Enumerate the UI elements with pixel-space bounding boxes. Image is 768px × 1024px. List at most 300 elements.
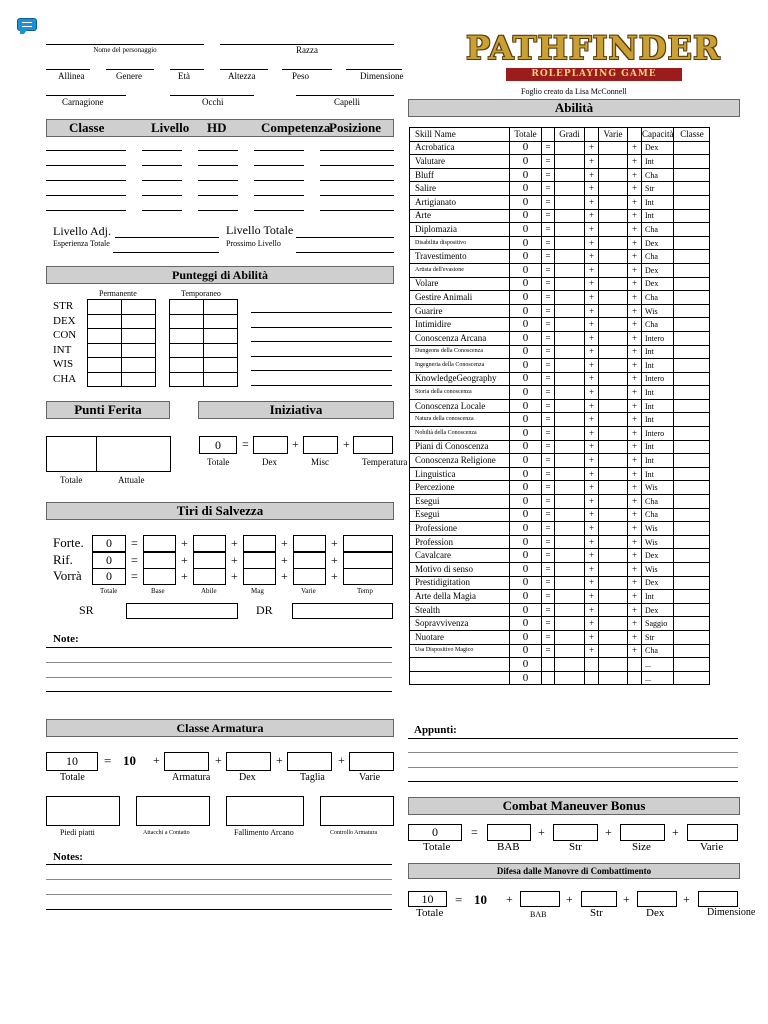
save-field[interactable] <box>293 535 326 552</box>
skill-row[interactable] <box>410 209 710 223</box>
skill-total[interactable]: 0 <box>510 209 542 223</box>
skill-class[interactable] <box>674 223 710 237</box>
cmd-dex[interactable] <box>637 891 677 907</box>
ability-note-line[interactable] <box>251 356 392 357</box>
skill-row[interactable] <box>410 590 710 604</box>
skill-row[interactable] <box>410 141 710 155</box>
skill-total[interactable]: 0 <box>510 236 542 250</box>
skill-ranks[interactable] <box>555 236 585 250</box>
skill-row[interactable] <box>410 263 710 277</box>
skill-total[interactable]: 0 <box>510 495 542 509</box>
skill-row[interactable] <box>410 495 710 509</box>
skill-misc[interactable] <box>599 495 628 509</box>
skill-ranks[interactable] <box>555 209 585 223</box>
skill-row[interactable] <box>410 304 710 318</box>
skill-class[interactable] <box>674 168 710 182</box>
skill-class[interactable] <box>674 236 710 250</box>
skill-class[interactable] <box>674 399 710 413</box>
skill-misc[interactable] <box>599 318 628 332</box>
skill-misc[interactable] <box>599 454 628 468</box>
skill-misc[interactable] <box>599 522 628 536</box>
skill-row[interactable] <box>410 195 710 209</box>
skill-misc[interactable] <box>599 644 628 658</box>
ability-score-box[interactable] <box>203 357 238 373</box>
skill-class[interactable] <box>674 413 710 427</box>
ability-score-box[interactable] <box>87 299 122 315</box>
save-field[interactable] <box>143 535 176 552</box>
ac-dex-box[interactable] <box>226 752 271 771</box>
skill-misc[interactable] <box>599 168 628 182</box>
class-field-line[interactable] <box>254 180 304 181</box>
skill-total[interactable]: 0 <box>510 263 542 277</box>
skill-class[interactable] <box>674 372 710 386</box>
ability-note-line[interactable] <box>251 327 392 328</box>
skill-misc[interactable] <box>599 291 628 305</box>
ability-note-line[interactable] <box>251 370 392 371</box>
skill-misc[interactable] <box>599 617 628 631</box>
skill-total[interactable]: 0 <box>510 481 542 495</box>
skill-class[interactable] <box>674 318 710 332</box>
skill-ranks[interactable] <box>555 399 585 413</box>
save-field[interactable] <box>243 568 276 585</box>
skill-ranks[interactable] <box>555 195 585 209</box>
skill-class[interactable] <box>674 522 710 536</box>
skill-ranks[interactable] <box>555 413 585 427</box>
skill-row[interactable] <box>410 427 710 441</box>
save-total[interactable]: 0 <box>92 535 126 552</box>
skill-row[interactable] <box>410 481 710 495</box>
skill-class[interactable] <box>674 495 710 509</box>
skill-misc[interactable] <box>599 372 628 386</box>
skill-ranks[interactable] <box>555 671 585 685</box>
class-field-line[interactable] <box>254 150 304 151</box>
dr-box[interactable] <box>292 603 393 619</box>
cmb-total[interactable]: 0 <box>408 824 462 841</box>
skill-total[interactable]: 0 <box>510 331 542 345</box>
ability-note-line[interactable] <box>251 312 392 313</box>
skill-class[interactable] <box>674 671 710 685</box>
comment-icon[interactable] <box>17 18 37 34</box>
class-field-line[interactable] <box>198 210 238 211</box>
ability-score-box[interactable] <box>121 343 156 359</box>
skill-class[interactable] <box>674 304 710 318</box>
skill-misc[interactable] <box>599 427 628 441</box>
skill-ranks[interactable] <box>555 359 585 373</box>
skill-row[interactable] <box>410 223 710 237</box>
skill-total[interactable]: 0 <box>510 223 542 237</box>
skill-class[interactable] <box>674 141 710 155</box>
ability-score-box[interactable] <box>203 343 238 359</box>
save-field[interactable] <box>143 568 176 585</box>
ability-score-box[interactable] <box>87 357 122 373</box>
cmd-size[interactable] <box>698 891 738 907</box>
skill-row[interactable] <box>410 454 710 468</box>
class-field-line[interactable] <box>254 195 304 196</box>
ability-score-box[interactable] <box>121 372 156 388</box>
class-field-line[interactable] <box>46 180 126 181</box>
skill-row[interactable] <box>410 617 710 631</box>
skill-misc[interactable] <box>599 386 628 400</box>
skill-ranks[interactable] <box>555 250 585 264</box>
skill-class[interactable] <box>674 250 710 264</box>
class-field-line[interactable] <box>46 165 126 166</box>
initiative-misc[interactable] <box>303 436 338 454</box>
skill-total[interactable]: 0 <box>510 590 542 604</box>
initiative-dex[interactable] <box>253 436 288 454</box>
skill-ranks[interactable] <box>555 495 585 509</box>
skill-row[interactable] <box>410 250 710 264</box>
skill-class[interactable] <box>674 454 710 468</box>
skill-row[interactable] <box>410 576 710 590</box>
skill-total[interactable]: 0 <box>510 644 542 658</box>
skill-row[interactable] <box>410 440 710 454</box>
skill-total[interactable]: 0 <box>510 440 542 454</box>
skill-total[interactable]: 0 <box>510 576 542 590</box>
skill-ranks[interactable] <box>555 522 585 536</box>
save-field[interactable] <box>243 535 276 552</box>
skill-class[interactable] <box>674 182 710 196</box>
skill-ranks[interactable] <box>555 291 585 305</box>
skill-total[interactable]: 0 <box>510 141 542 155</box>
skill-row[interactable] <box>410 522 710 536</box>
skill-misc[interactable] <box>599 399 628 413</box>
save-field[interactable] <box>243 552 276 569</box>
skill-ranks[interactable] <box>555 576 585 590</box>
skill-ranks[interactable] <box>555 223 585 237</box>
skill-misc[interactable] <box>599 658 628 672</box>
skill-row[interactable] <box>410 182 710 196</box>
skill-ranks[interactable] <box>555 590 585 604</box>
skill-total[interactable]: 0 <box>510 304 542 318</box>
skill-misc[interactable] <box>599 603 628 617</box>
ac-size-box[interactable] <box>287 752 332 771</box>
skill-row[interactable] <box>410 630 710 644</box>
skill-total[interactable]: 0 <box>510 359 542 373</box>
skill-class[interactable] <box>674 535 710 549</box>
skill-total[interactable]: 0 <box>510 345 542 359</box>
save-field[interactable] <box>193 552 226 569</box>
skill-class[interactable] <box>674 563 710 577</box>
skill-ranks[interactable] <box>555 549 585 563</box>
skill-misc[interactable] <box>599 508 628 522</box>
skill-ranks[interactable] <box>555 331 585 345</box>
class-field-line[interactable] <box>46 195 126 196</box>
skill-ranks[interactable] <box>555 563 585 577</box>
skill-misc[interactable] <box>599 141 628 155</box>
skill-ranks[interactable] <box>555 440 585 454</box>
skill-row[interactable] <box>410 277 710 291</box>
skill-ranks[interactable] <box>555 427 585 441</box>
skill-class[interactable] <box>674 658 710 672</box>
ability-score-box[interactable] <box>121 357 156 373</box>
skill-class[interactable] <box>674 549 710 563</box>
skill-class[interactable] <box>674 386 710 400</box>
class-field-line[interactable] <box>320 195 394 196</box>
skill-misc[interactable] <box>599 195 628 209</box>
skill-ranks[interactable] <box>555 277 585 291</box>
skill-row[interactable] <box>410 359 710 373</box>
ac-total-box[interactable]: 10 <box>46 752 98 771</box>
skill-misc[interactable] <box>599 304 628 318</box>
initiative-temp[interactable] <box>353 436 393 454</box>
skill-total[interactable]: 0 <box>510 318 542 332</box>
skill-class[interactable] <box>674 617 710 631</box>
class-field-line[interactable] <box>46 210 126 211</box>
skill-class[interactable] <box>674 359 710 373</box>
save-field[interactable] <box>193 535 226 552</box>
initiative-total[interactable]: 0 <box>199 436 237 454</box>
skill-row[interactable] <box>410 603 710 617</box>
ability-score-box[interactable] <box>121 314 156 330</box>
ability-score-box[interactable] <box>87 343 122 359</box>
skill-ranks[interactable] <box>555 481 585 495</box>
skill-total[interactable]: 0 <box>510 195 542 209</box>
hp-current-box[interactable] <box>96 436 171 472</box>
skill-total[interactable]: 0 <box>510 658 542 672</box>
skill-class[interactable] <box>674 576 710 590</box>
ability-score-box[interactable] <box>87 328 122 344</box>
cmb-bab[interactable] <box>487 824 531 841</box>
skill-misc[interactable] <box>599 671 628 685</box>
cmb-size[interactable] <box>620 824 665 841</box>
ability-score-box[interactable] <box>121 328 156 344</box>
skill-class[interactable] <box>674 331 710 345</box>
skill-misc[interactable] <box>599 223 628 237</box>
save-field[interactable] <box>143 552 176 569</box>
skill-misc[interactable] <box>599 590 628 604</box>
ability-score-box[interactable] <box>169 372 204 388</box>
class-field-line[interactable] <box>198 195 238 196</box>
skill-ranks[interactable] <box>555 155 585 169</box>
skill-misc[interactable] <box>599 345 628 359</box>
ac-misc-box[interactable] <box>349 752 394 771</box>
save-total[interactable]: 0 <box>92 552 126 569</box>
skill-total[interactable]: 0 <box>510 630 542 644</box>
skill-total[interactable]: 0 <box>510 549 542 563</box>
cmd-str[interactable] <box>581 891 617 907</box>
skill-total[interactable]: 0 <box>510 522 542 536</box>
cmd-bab[interactable] <box>520 891 560 907</box>
touch-box[interactable] <box>136 796 210 826</box>
skill-ranks[interactable] <box>555 318 585 332</box>
skill-misc[interactable] <box>599 535 628 549</box>
ability-score-box[interactable] <box>169 343 204 359</box>
skill-class[interactable] <box>674 590 710 604</box>
skill-class[interactable] <box>674 644 710 658</box>
skill-misc[interactable] <box>599 467 628 481</box>
hp-total-box[interactable] <box>46 436 97 472</box>
skill-ranks[interactable] <box>555 658 585 672</box>
cmb-misc[interactable] <box>687 824 738 841</box>
skill-total[interactable]: 0 <box>510 291 542 305</box>
ability-score-box[interactable] <box>203 372 238 388</box>
skill-row[interactable] <box>410 549 710 563</box>
class-field-line[interactable] <box>198 150 238 151</box>
ability-score-box[interactable] <box>169 299 204 315</box>
ability-score-box[interactable] <box>121 299 156 315</box>
skill-total[interactable]: 0 <box>510 603 542 617</box>
skill-total[interactable]: 0 <box>510 372 542 386</box>
skill-misc[interactable] <box>599 481 628 495</box>
class-field-line[interactable] <box>46 150 126 151</box>
skill-ranks[interactable] <box>555 603 585 617</box>
skill-ranks[interactable] <box>555 630 585 644</box>
class-field-line[interactable] <box>142 165 182 166</box>
skill-misc[interactable] <box>599 549 628 563</box>
skill-misc[interactable] <box>599 263 628 277</box>
skill-ranks[interactable] <box>555 386 585 400</box>
skill-class[interactable] <box>674 209 710 223</box>
skill-row[interactable] <box>410 644 710 658</box>
skill-ranks[interactable] <box>555 508 585 522</box>
skill-total[interactable]: 0 <box>510 277 542 291</box>
ability-score-box[interactable] <box>203 328 238 344</box>
ability-score-box[interactable] <box>87 372 122 388</box>
skill-class[interactable] <box>674 195 710 209</box>
flat-footed-box[interactable] <box>46 796 120 826</box>
skill-class[interactable] <box>674 345 710 359</box>
skill-total[interactable]: 0 <box>510 250 542 264</box>
skill-ranks[interactable] <box>555 304 585 318</box>
skill-row[interactable] <box>410 345 710 359</box>
skill-ranks[interactable] <box>555 168 585 182</box>
class-field-line[interactable] <box>254 165 304 166</box>
class-field-line[interactable] <box>320 150 394 151</box>
skill-row[interactable] <box>410 658 710 672</box>
skill-ranks[interactable] <box>555 617 585 631</box>
class-field-line[interactable] <box>254 210 304 211</box>
save-field[interactable] <box>343 535 393 552</box>
skill-ranks[interactable] <box>555 454 585 468</box>
skill-total[interactable]: 0 <box>510 168 542 182</box>
skill-total[interactable]: 0 <box>510 454 542 468</box>
class-field-line[interactable] <box>320 180 394 181</box>
skill-row[interactable] <box>410 399 710 413</box>
skill-total[interactable]: 0 <box>510 563 542 577</box>
class-field-line[interactable] <box>198 180 238 181</box>
skill-row[interactable] <box>410 563 710 577</box>
skill-row[interactable] <box>410 386 710 400</box>
armor-check-box[interactable] <box>320 796 394 826</box>
cmd-total[interactable]: 10 <box>408 891 447 907</box>
skill-total[interactable]: 0 <box>510 386 542 400</box>
skill-misc[interactable] <box>599 182 628 196</box>
skill-class[interactable] <box>674 467 710 481</box>
skill-misc[interactable] <box>599 630 628 644</box>
save-field[interactable] <box>193 568 226 585</box>
ability-score-box[interactable] <box>203 314 238 330</box>
skill-misc[interactable] <box>599 413 628 427</box>
skill-class[interactable] <box>674 508 710 522</box>
skill-row[interactable] <box>410 467 710 481</box>
skill-ranks[interactable] <box>555 141 585 155</box>
skill-row[interactable] <box>410 291 710 305</box>
skill-ranks[interactable] <box>555 345 585 359</box>
ability-score-box[interactable] <box>169 357 204 373</box>
class-field-line[interactable] <box>142 180 182 181</box>
skill-class[interactable] <box>674 263 710 277</box>
sr-box[interactable] <box>126 603 238 619</box>
skill-misc[interactable] <box>599 250 628 264</box>
skill-class[interactable] <box>674 277 710 291</box>
skill-total[interactable]: 0 <box>510 535 542 549</box>
skill-misc[interactable] <box>599 563 628 577</box>
save-field[interactable] <box>343 568 393 585</box>
skill-total[interactable]: 0 <box>510 467 542 481</box>
ability-score-box[interactable] <box>203 299 238 315</box>
class-field-line[interactable] <box>320 210 394 211</box>
skill-total[interactable]: 0 <box>510 508 542 522</box>
skill-class[interactable] <box>674 291 710 305</box>
skill-row[interactable] <box>410 413 710 427</box>
skill-misc[interactable] <box>599 155 628 169</box>
skill-total[interactable]: 0 <box>510 617 542 631</box>
class-field-line[interactable] <box>320 165 394 166</box>
class-field-line[interactable] <box>142 210 182 211</box>
skill-total[interactable]: 0 <box>510 182 542 196</box>
skill-row[interactable] <box>410 236 710 250</box>
skill-row[interactable] <box>410 168 710 182</box>
skill-row[interactable] <box>410 155 710 169</box>
skill-total[interactable]: 0 <box>510 413 542 427</box>
skill-ranks[interactable] <box>555 372 585 386</box>
skill-misc[interactable] <box>599 277 628 291</box>
class-field-line[interactable] <box>198 165 238 166</box>
skill-class[interactable] <box>674 427 710 441</box>
skill-ranks[interactable] <box>555 467 585 481</box>
save-field[interactable] <box>293 568 326 585</box>
skill-row[interactable] <box>410 508 710 522</box>
skill-class[interactable] <box>674 440 710 454</box>
skill-total[interactable]: 0 <box>510 155 542 169</box>
skill-row[interactable] <box>410 535 710 549</box>
skill-row[interactable] <box>410 318 710 332</box>
save-field[interactable] <box>293 552 326 569</box>
skill-misc[interactable] <box>599 576 628 590</box>
skill-misc[interactable] <box>599 359 628 373</box>
skill-total[interactable]: 0 <box>510 399 542 413</box>
class-field-line[interactable] <box>142 195 182 196</box>
skill-row[interactable] <box>410 671 710 685</box>
skill-row[interactable] <box>410 331 710 345</box>
cmb-str[interactable] <box>553 824 598 841</box>
save-field[interactable] <box>343 552 393 569</box>
skill-class[interactable] <box>674 630 710 644</box>
skill-ranks[interactable] <box>555 644 585 658</box>
skill-total[interactable]: 0 <box>510 427 542 441</box>
skill-misc[interactable] <box>599 440 628 454</box>
skill-ranks[interactable] <box>555 535 585 549</box>
ability-score-box[interactable] <box>169 314 204 330</box>
class-field-line[interactable] <box>142 150 182 151</box>
skill-total[interactable]: 0 <box>510 671 542 685</box>
skill-misc[interactable] <box>599 331 628 345</box>
ability-note-line[interactable] <box>251 341 392 342</box>
skill-misc[interactable] <box>599 236 628 250</box>
skill-class[interactable] <box>674 603 710 617</box>
ability-score-box[interactable] <box>169 328 204 344</box>
skill-ranks[interactable] <box>555 182 585 196</box>
skill-ranks[interactable] <box>555 263 585 277</box>
skill-class[interactable] <box>674 481 710 495</box>
ability-note-line[interactable] <box>251 385 392 386</box>
skill-row[interactable] <box>410 372 710 386</box>
skill-class[interactable] <box>674 155 710 169</box>
arcane-failure-box[interactable] <box>226 796 304 826</box>
ability-score-box[interactable] <box>87 314 122 330</box>
skill-misc[interactable] <box>599 209 628 223</box>
ac-armor-box[interactable] <box>164 752 209 771</box>
